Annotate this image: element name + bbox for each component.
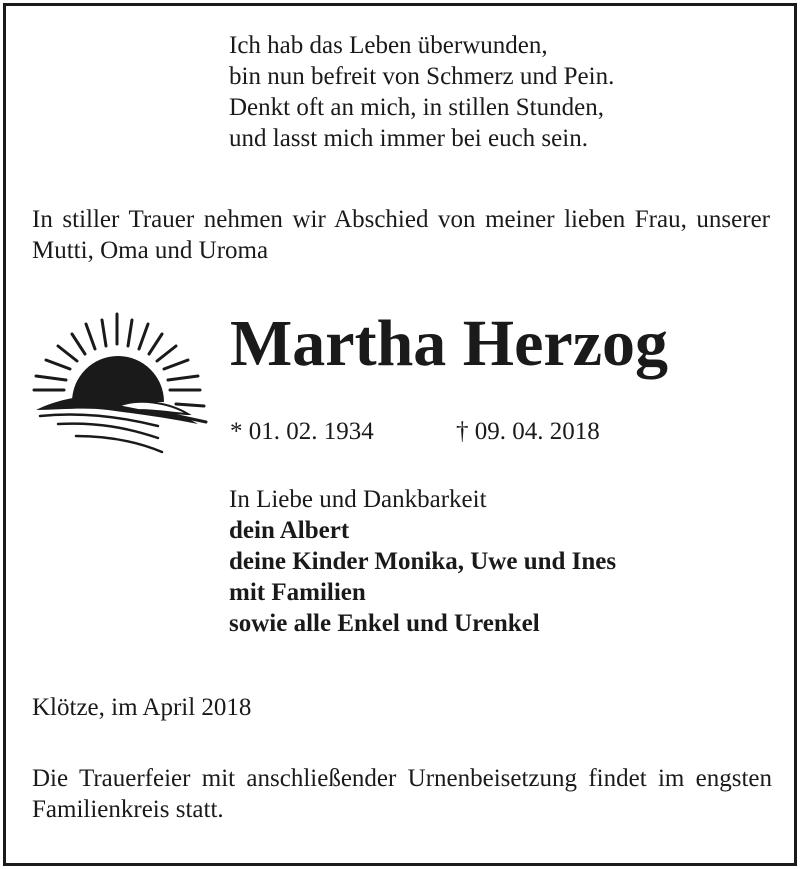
mourners-lead: In Liebe und Dankbarkeit (229, 486, 487, 513)
mourner-line: mit Familien (229, 579, 366, 606)
place-date: Klötze, im April 2018 (32, 694, 252, 721)
poem (229, 30, 614, 154)
poem-line: Ich hab das Leben überwunden, (229, 32, 548, 59)
mourner-line: sowie alle Enkel und Urenkel (229, 610, 540, 637)
deceased-name: Martha Herzog (230, 307, 668, 380)
poem-line: und lasst mich immer bei euch sein. (229, 125, 588, 152)
service-note: Die Trauerfeier mit anschließender Urnenbeisetzung findet im engsten Familienkreis statt. (32, 765, 772, 823)
birth-date: * 01. 02. 1934 (230, 418, 374, 445)
mourner-line: deine Kinder Monika, Uwe und Ines (229, 548, 617, 575)
death-date: † 09. 04. 2018 (456, 418, 600, 445)
mourner-line: dein Albert (229, 517, 350, 544)
poem-line: Denkt oft an mich, in stillen Stunden, (229, 94, 604, 121)
poem-line: bin nun befreit von Schmerz und Pein. (229, 63, 615, 90)
sunset-over-hills-icon (28, 306, 218, 456)
mourners-block (229, 484, 616, 639)
intro-text: In stiller Trauer nehmen wir Abschied von meiner lieben Frau, unserer Mutti, Oma und Uroma (32, 206, 770, 264)
